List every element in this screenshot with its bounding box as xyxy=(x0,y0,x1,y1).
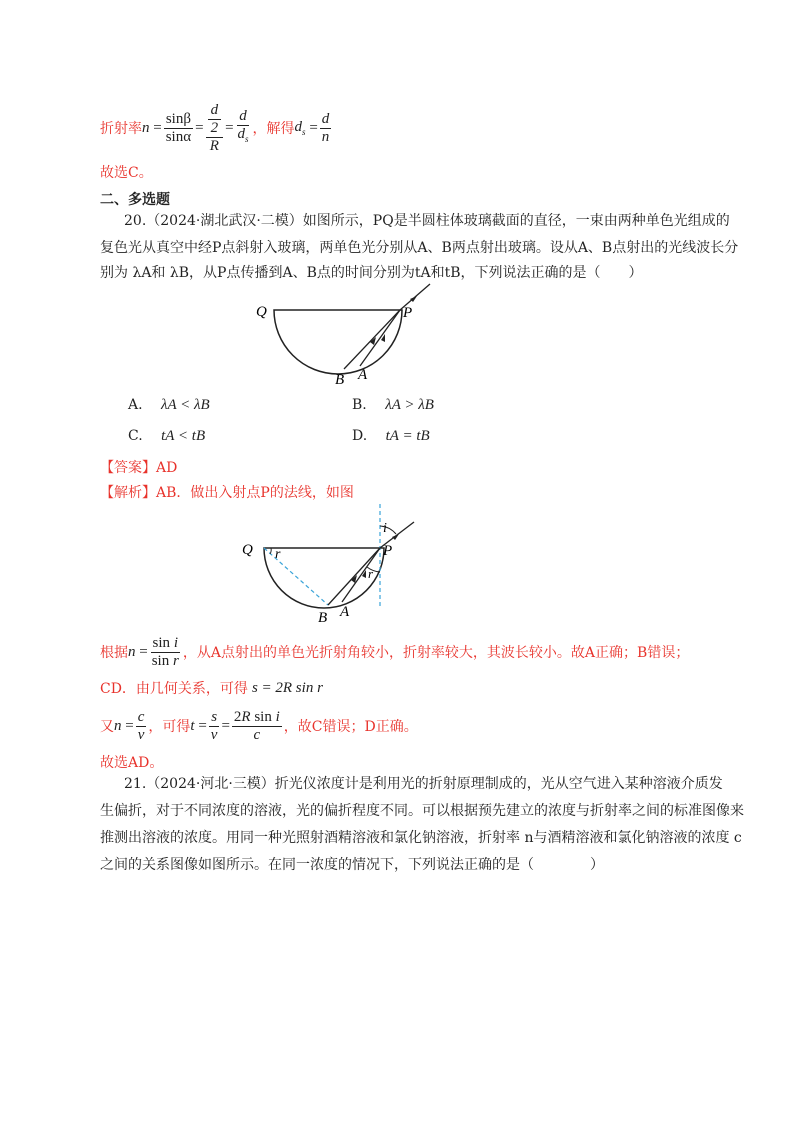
option-b-expr: λA > λB xyxy=(385,397,434,413)
option-b xyxy=(352,397,434,414)
option-d-key: D. xyxy=(352,428,368,444)
formula-prefix: 折射率 xyxy=(100,121,142,137)
fraction-sin-i-over-sin-r: $\frac{\text{sin i}}{\text{sin r}}$ xyxy=(151,634,179,669)
two: 2 xyxy=(208,119,222,137)
solve-text: ，解得 xyxy=(252,121,295,137)
option-a-expr: λA < λB xyxy=(161,397,210,413)
analysis-tag: 【解析】 xyxy=(100,485,156,501)
q21-source: （2024·河北·三模） xyxy=(146,776,275,792)
option-c-expr: tA < tB xyxy=(161,428,206,444)
line-b-expr: s = 2R sin r xyxy=(251,679,323,696)
ray-to-A-2 xyxy=(342,548,380,602)
answer-line xyxy=(100,457,177,477)
option-d xyxy=(352,428,430,445)
analysis-line-c: 又 n = $\frac{c}{v}$ ，可得 t = $\frac{s}{v}$ = $\frac{\text{2R sin i}}{c}$ ，故C错误；D正确。 xyxy=(100,708,418,743)
semicircle-figure-1 xyxy=(250,280,440,390)
line-c-mid: ，可得 xyxy=(148,719,191,735)
option-a xyxy=(128,397,210,414)
label-i: i xyxy=(383,521,387,536)
label-B: B xyxy=(335,372,345,388)
fraction-c-over-v: $\frac{c}{v}$ xyxy=(137,708,145,743)
label-r: r xyxy=(275,547,281,562)
q21-line1 xyxy=(124,769,723,799)
sin-alpha: sinα xyxy=(165,128,192,145)
analysis-line-b xyxy=(100,678,323,698)
answer-tag: 【答案】 xyxy=(100,460,156,476)
option-c-key: C. xyxy=(128,428,143,444)
q20-text-1: 如图所示，PQ是半圆柱体玻璃截面的直径，一束由两种单色光组成的 xyxy=(302,213,730,229)
refraction-formula-line: 折射率 n = $\frac{\sin\beta}{\sin\alpha}$ = d 2 R = $\frac{d}{d_s}$ ，解得 $d_s$ = $\frac{d}{n}$ xyxy=(100,101,330,154)
q20-line2: 复色光从真空中经P点斜射入玻璃，两单色光分别从A、B两点射出玻璃。设从A、B点射出的光线波长分 xyxy=(100,240,739,256)
q21-line4: 之间的关系图像如图所示。在同一浓度的情况下，下列说法正确的是（ ） xyxy=(100,857,604,873)
option-b-key: B. xyxy=(352,397,367,413)
analysis-text: AB．做出入射点P的法线，如图 xyxy=(156,485,354,501)
ds-sub: s xyxy=(245,134,249,144)
analysis-line-a: 根据 n = $\frac{\text{sin i}}{\text{sin r}}$ ，从A点射出的单色光折射角较小，折射率较大，其波长较小。故A正确；B错误； xyxy=(100,634,690,669)
choose-c: 故选C。 xyxy=(100,165,153,181)
fraction-2Rsini-over-c: $\frac{\text{2R sin i}}{c}$ xyxy=(233,708,280,743)
label-Q-2: Q xyxy=(242,542,253,558)
fraction-sin xyxy=(164,111,193,146)
line-a-rest: ，从A点射出的单色光折射角较小，折射率较大，其波长较小。故A正确；B错误； xyxy=(182,645,690,661)
fraction-d-over-ds xyxy=(236,108,251,148)
analysis-line xyxy=(100,482,354,502)
semicircle-figure-2 xyxy=(240,502,430,637)
q21-number: 21. xyxy=(124,776,147,792)
arrow-incident-2 xyxy=(392,534,399,540)
fraction-s-over-v: $\frac{s}{v}$ xyxy=(210,708,218,743)
option-d-expr: tA = tB xyxy=(385,428,430,444)
q21-line2: 生偏折，对于不同浓度的溶液，光的偏折程度不同。可以根据预先建立的浓度与折射率之间的标准图像来 xyxy=(100,803,744,819)
label-B-2: B xyxy=(318,610,328,626)
answer-value: AD xyxy=(156,460,178,476)
q20-number: 20. xyxy=(124,213,147,229)
R-den: R xyxy=(209,137,219,154)
q20-line1 xyxy=(124,206,730,236)
line-b-text: CD．由几何关系，可得 xyxy=(100,681,248,697)
angle-r-arc xyxy=(270,548,271,554)
label-Q: Q xyxy=(256,304,267,320)
ds: d xyxy=(237,126,246,142)
sin-beta: sinβ xyxy=(165,110,191,127)
label-A: A xyxy=(358,367,368,383)
section-title: 二、多选题 xyxy=(100,192,170,208)
option-c xyxy=(128,428,205,445)
q20-source: （2024·湖北武汉·二模） xyxy=(146,213,303,229)
ds-sub-2: s xyxy=(302,127,306,137)
auxiliary-line xyxy=(264,548,328,605)
line-a-prefix: 根据 xyxy=(100,645,128,661)
ds-2: d xyxy=(294,119,303,135)
fraction-d-half-over-R xyxy=(206,102,224,155)
label-A-2: A xyxy=(340,604,350,620)
label-P-2: P xyxy=(383,543,393,559)
semicircle-outline xyxy=(274,310,402,374)
label-r-2: r xyxy=(368,566,374,581)
var-n: n xyxy=(142,119,150,136)
q21-text-1: 折光仪浓度计是利用光的折射原理制成的，光从空气进入某种溶液介质发 xyxy=(274,776,723,792)
q20-line3: 别为 λA和 λB，从P点传播到A、B点的时间分别为tA和tB，下列说法正确的是（ ） xyxy=(100,265,643,281)
d-num-2: d xyxy=(239,108,247,124)
ray-to-B xyxy=(344,310,400,369)
d-num-3: d xyxy=(321,110,330,127)
d-num: d xyxy=(210,101,219,118)
n-den: n xyxy=(321,128,330,145)
option-a-key: A. xyxy=(128,397,143,413)
choose-ad: 故选AD。 xyxy=(100,755,164,771)
line-c-rest: ，故C错误；D正确。 xyxy=(283,719,418,735)
q21-line3: 推测出溶液的浓度。用同一种光照射酒精溶液和氯化钠溶液，折射率 n与酒精溶液和氯化钠溶液的浓度 c xyxy=(100,830,742,846)
label-P: P xyxy=(403,305,413,321)
line-c-prefix: 又 xyxy=(100,719,114,735)
fraction-d-over-n xyxy=(320,111,332,146)
